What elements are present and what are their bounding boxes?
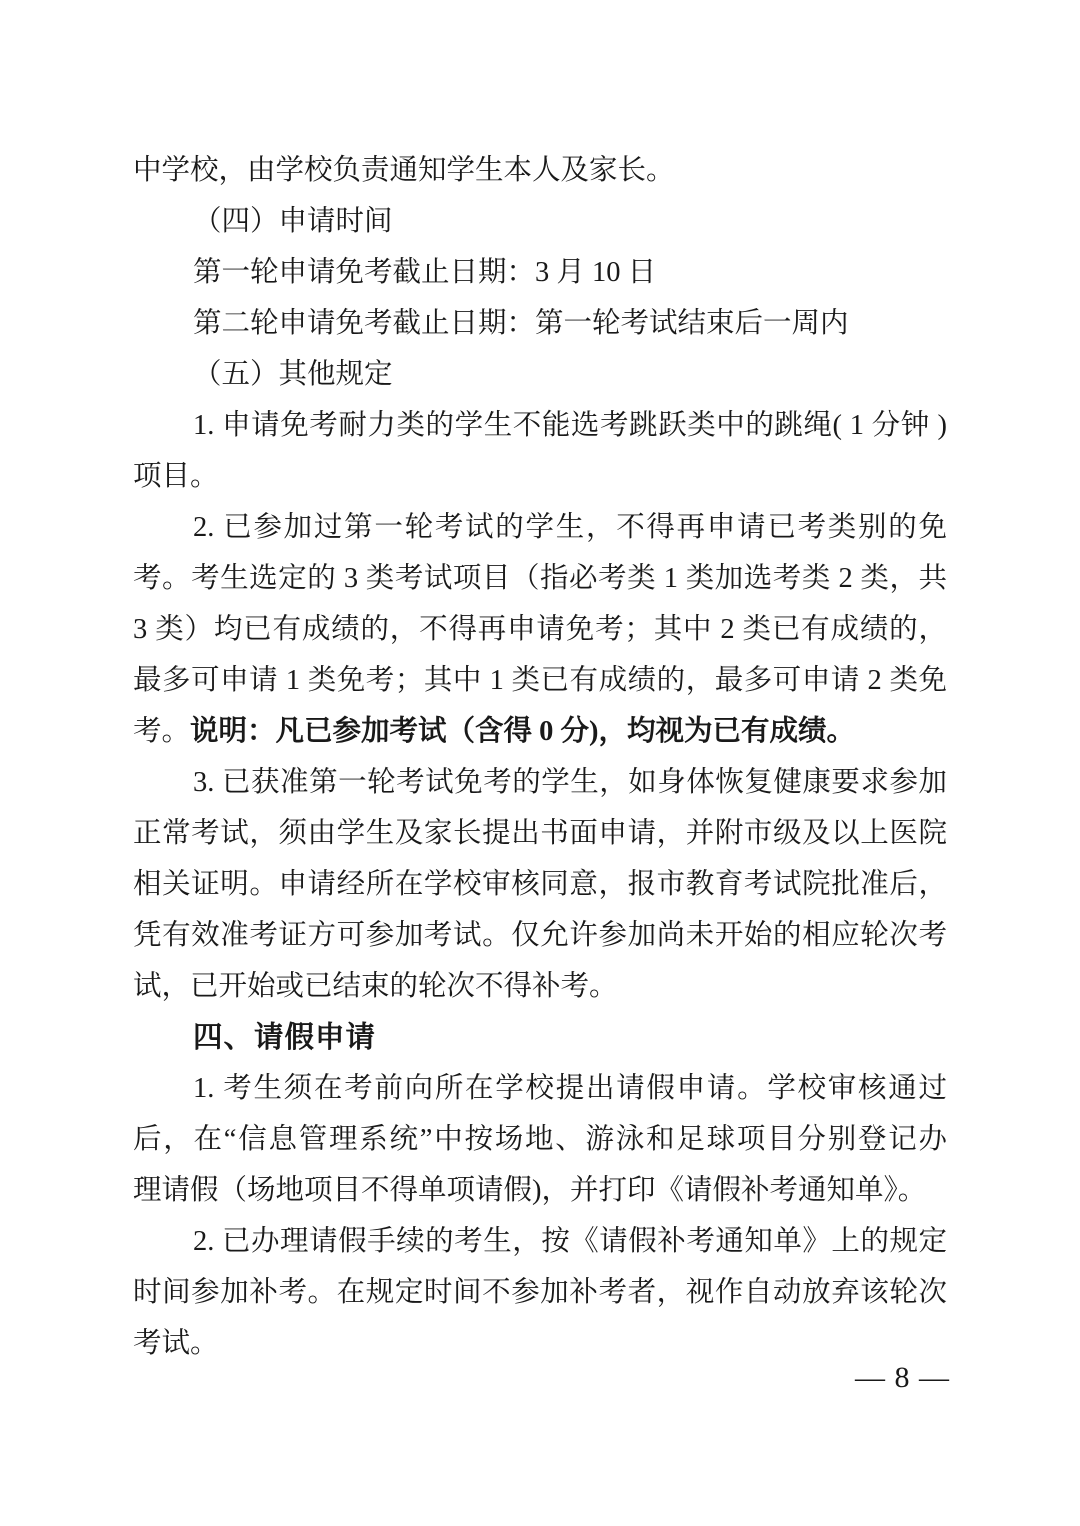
text-line — [133, 1063, 947, 1114]
text-run: 1. 申请免考耐力类的学生不能选考跳跃类中的跳绳( 1 分钟 ) — [193, 410, 947, 441]
text-run: 中学校，由学校负责通知学生本人及家长。 — [133, 155, 675, 186]
text-run: 2. 已办理请假手续的考生，按《请假补考通知单》上的规定 — [193, 1226, 947, 1257]
text-run: 考试。 — [133, 1328, 219, 1359]
text-run: 凭有效准考证方可参加考试。仅允许参加尚未开始的相应轮次考 — [133, 920, 947, 951]
text-line — [133, 655, 947, 706]
text-line — [133, 706, 947, 757]
text-run: 3 类）均已有成绩的，不得再申请免考；其中 2 类已有成绩的， — [133, 614, 947, 645]
text-line — [133, 298, 947, 349]
text-run: 理请假（场地项目不得单项请假)，并打印《请假补考通知单》。 — [133, 1175, 927, 1206]
text-line — [133, 1318, 947, 1369]
text-line — [133, 1216, 947, 1267]
text-line — [133, 910, 947, 961]
text-line — [133, 502, 947, 553]
text-line — [133, 145, 947, 196]
text-line — [133, 1267, 947, 1318]
text-line — [133, 196, 947, 247]
text-line — [133, 859, 947, 910]
text-line — [133, 451, 947, 502]
text-run: 正常考试，须由学生及家长提出书面申请，并附市级及以上医院 — [133, 818, 947, 849]
text-run: 最多可申请 1 类免考；其中 1 类已有成绩的，最多可申请 2 类免 — [133, 665, 947, 696]
text-run: （五）其他规定 — [193, 359, 393, 390]
text-line — [133, 247, 947, 298]
page-number: — 8 — — [855, 1361, 950, 1394]
text-line — [133, 1165, 947, 1216]
text-run: 相关证明。申请经所在学校审核同意，报市教育考试院批准后， — [133, 869, 947, 900]
text-line — [133, 604, 947, 655]
text-line — [133, 961, 947, 1012]
text-run: 1. 考生须在考前向所在学校提出请假申请。学校审核通过 — [193, 1073, 947, 1104]
text-run: 项目。 — [133, 461, 219, 492]
text-line — [133, 757, 947, 808]
text-line — [133, 400, 947, 451]
text-run: （四）申请时间 — [193, 206, 393, 237]
text-run: 考。 — [133, 716, 191, 747]
text-run: 第二轮申请免考截止日期：第一轮考试结束后一周内 — [193, 308, 849, 339]
bold-text-run: 说明：凡已参加考试（含得 0 分)，均视为已有成绩。 — [190, 716, 856, 747]
text-run: 3. 已获准第一轮考试免考的学生，如身体恢复健康要求参加 — [193, 767, 947, 798]
text-line — [133, 349, 947, 400]
text-line — [133, 808, 947, 859]
bold-text-run: 四、请假申请 — [193, 1021, 377, 1054]
text-line — [133, 1114, 947, 1165]
text-run: 后，在“信息管理系统”中按场地、游泳和足球项目分别登记办 — [133, 1124, 947, 1155]
text-run: 第一轮申请免考截止日期：3 月 10 日 — [193, 257, 657, 288]
text-run: 2. 已参加过第一轮考试的学生，不得再申请已考类别的免 — [193, 512, 947, 543]
text-run: 试，已开始或已结束的轮次不得补考。 — [133, 971, 618, 1002]
document-body — [133, 145, 947, 1369]
text-line — [133, 553, 947, 604]
text-run: 考。考生选定的 3 类考试项目（指必考类 1 类加选考类 2 类，共 — [133, 563, 947, 594]
section-heading — [133, 1012, 947, 1063]
text-run: 时间参加补考。在规定时间不参加补考者，视作自动放弃该轮次 — [133, 1277, 947, 1308]
